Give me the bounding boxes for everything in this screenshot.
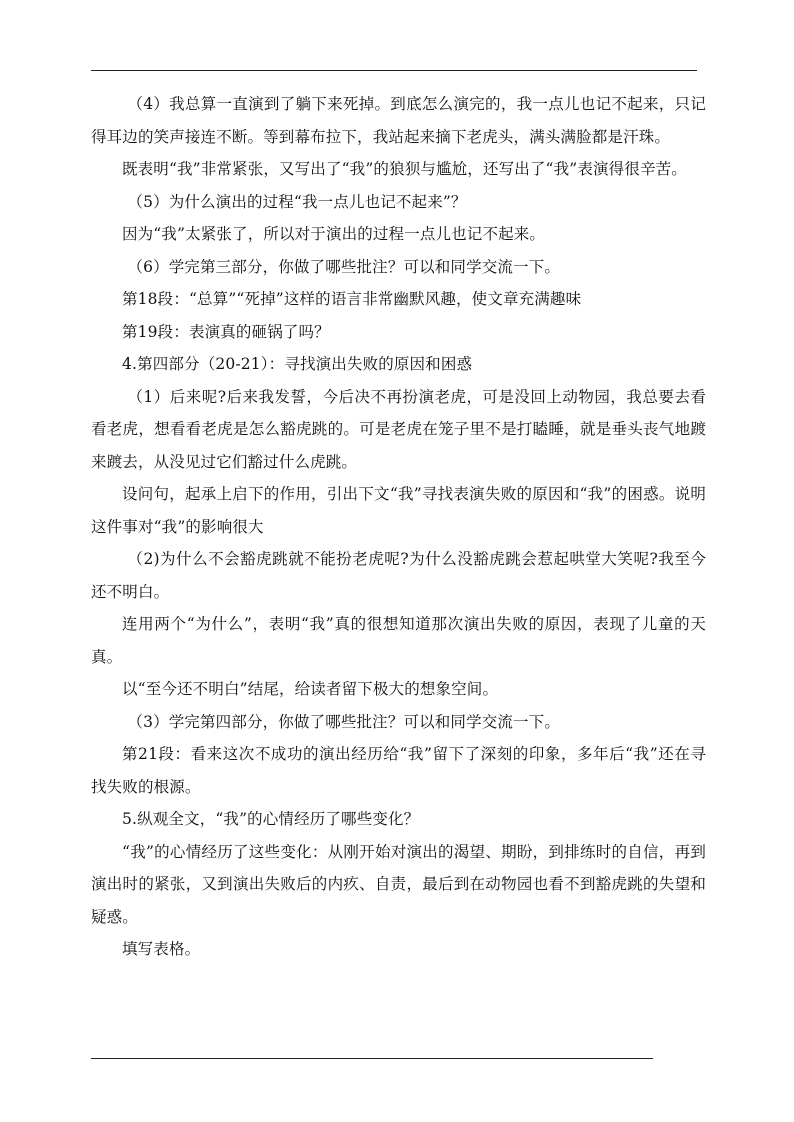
document-body <box>91 88 706 966</box>
paragraph: （4）我总算一直演到了躺下来死掉。到底怎么演完的，我一点儿也记不起来，只记得耳边的笑声接连不断。等到幕布拉下，我站起来摘下老虎头，满头满脸都是汗珠。 <box>91 95 706 146</box>
paragraph: 第19段：表演真的砸锅了吗？ <box>122 322 330 341</box>
paragraph: 第21段：看来这次不成功的演出经历给“我”留下了深刻的印象，多年后“我”还在寻找失败的根源。 <box>91 745 706 796</box>
paragraph: （1）后来呢?后来我发誓，今后决不再扮演老虎，可是没回上动物园，我总要去看看老虎，想看看老虎是怎么豁虎跳的。可是老虎在笼子里不是打瞌睡，就是垂头丧气地踱来踱去，从没见过它们豁过什么虎跳。 <box>91 387 706 471</box>
paragraph: （3）学完第四部分，你做了哪些批注？可以和同学交流一下。 <box>127 712 560 731</box>
paragraph: 填写表格。 <box>122 940 201 958</box>
paragraph: 设问句，起承上启下的作用，引出下文“我”寻找表演失败的原因和“我”的困惑。说明这件事对“我”的影响很大 <box>91 485 706 536</box>
paragraph: 第18段：“总算”“死掉”这样的语言非常幽默风趣，使文章充满趣味 <box>122 290 582 308</box>
footer-rule <box>91 1058 653 1059</box>
paragraph: （5）为什么演出的过程“我一点儿也记不起来”？ <box>127 192 467 211</box>
section-heading: 5.纵观全文，“我”的心情经历了哪些变化？ <box>122 810 420 828</box>
paragraph: “我”的心情经历了这些变化：从刚开始对演出的渴望、期盼，到排练时的自信，再到演出时的紧张，又到演出失败后的内疚、自责，最后到在动物园也看不到豁虎跳的失望和疑惑。 <box>91 842 706 926</box>
paragraph: 既表明“我”非常紧张，又写出了“我”的狼狈与尴尬，还写出了“我”表演得很辛苦。 <box>122 160 687 178</box>
section-heading: 4.第四部分（20-21）：寻找演出失败的原因和困惑 <box>122 355 473 373</box>
paragraph: （2)为什么不会豁虎跳就不能扮老虎呢?为什么没豁虎跳会惹起哄堂大笑呢?我至今还不明白。 <box>91 550 706 601</box>
paragraph: 因为“我”太紧张了，所以对于演出的过程一点儿也记不起来。 <box>122 225 546 243</box>
header-rule <box>91 70 697 71</box>
paragraph: （6）学完第三部分，你做了哪些批注？可以和同学交流一下。 <box>127 257 560 276</box>
paragraph: 以“至今还不明白”结尾，给读者留下极大的想象空间。 <box>122 680 499 698</box>
paragraph: 连用两个“为什么”，表明“我”真的很想知道那次演出失败的原因，表现了儿童的天真。 <box>91 615 706 666</box>
